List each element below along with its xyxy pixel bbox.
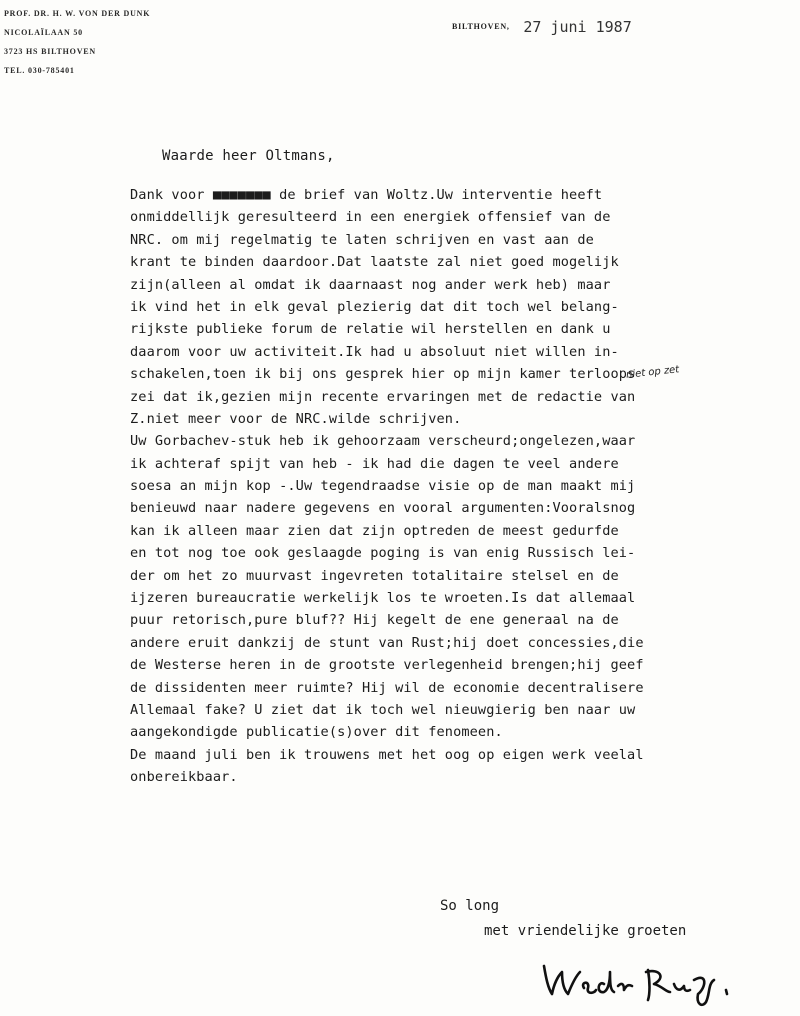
dateline-place: BILTHOVEN,	[452, 22, 510, 31]
salutation: Waarde heer Oltmans,	[162, 148, 335, 164]
handwritten-annotation: niet op zet	[625, 364, 680, 381]
body-line: aangekondigde publicatie(s)over dit fenomeen.	[130, 724, 503, 741]
body-line: de dissidenten meer ruimte? Hij wil de economie decentralisere	[130, 679, 644, 696]
body-line: kan ik alleen maar zien dat zijn optreden de meest gedurfde	[130, 522, 619, 539]
body-line: de Westerse heren in de grootste verlegenheid brengen;hij geef	[130, 657, 644, 674]
body-line: De maand juli ben ik trouwens met het oog op eigen werk veelal	[130, 746, 644, 763]
body-line: onbereikbaar.	[130, 769, 238, 786]
letter-body	[130, 184, 790, 789]
body-line: en tot nog toe ook geslaagde poging is van enig Russisch lei-	[130, 545, 636, 562]
body-line: zei dat ik,gezien mijn recente ervaringen met de redactie van	[130, 388, 636, 405]
letterhead-phone: TEL. 030-785401	[4, 66, 75, 75]
body-line: ik vind het in elk geval plezierig dat dit toch wel belang-	[130, 298, 619, 315]
body-line: daarom voor uw activiteit.Ik had u absoluut niet willen in-	[130, 343, 619, 360]
body-line: der om het zo muurvast ingevreten totalitaire stelsel en de	[130, 567, 619, 584]
body-line: benieuwd naar nadere gegevens en vooral argumenten:Vooralsnog	[130, 500, 636, 517]
body-line: andere eruit dankzij de stunt van Rust;hij doet concessies,die	[130, 634, 644, 651]
body-line: NRC. om mij regelmatig te laten schrijven en vast aan de	[130, 231, 594, 248]
body-line: onmiddellijk geresulteerd in een energiek offensief van de	[130, 209, 611, 226]
letterhead-street: NICOLAÏLAAN 50	[4, 28, 83, 37]
body-line: zijn(alleen al omdat ik daarnaast nog ander werk heb) maar	[130, 276, 611, 293]
body-line: ik achteraf spijt van heb - ik had die dagen te veel andere	[130, 455, 619, 472]
body-line: ijzeren bureaucratie werkelijk los te wroeten.Is dat allemaal	[130, 590, 636, 607]
body-line: Allemaal fake? U ziet dat ik toch wel nieuwgierig ben naar uw	[130, 701, 636, 718]
letterhead-postcode-city: 3723 HS BILTHOVEN	[4, 47, 96, 56]
signature-icon	[538, 954, 748, 1012]
body-line: soesa an mijn kop -.Uw tegendraadse visie op de man maakt mij	[130, 478, 636, 495]
letterhead	[4, 4, 150, 80]
body-line: schakelen,toen ik bij ons gesprek hier op mijn kamer terloops	[130, 366, 636, 383]
body-line: Dank voor ■■■■■■■ de brief van Woltz.Uw interventie heeft	[130, 187, 603, 203]
body-line: krant te binden daardoor.Dat laatste zal niet goed mogelijk	[130, 254, 619, 271]
body-line: puur retorisch,pure bluf?? Hij kegelt de ene generaal na de	[130, 612, 619, 629]
dateline	[452, 16, 632, 36]
body-line: Uw Gorbachev-stuk heb ik gehoorzaam verscheurd;ongelezen,waar	[130, 433, 636, 450]
body-line: Z.niet meer voor de NRC.wilde schrijven.	[130, 410, 462, 427]
letterhead-name: PROF. DR. H. W. VON DER DUNK	[4, 9, 151, 18]
closing-so-long: So long	[440, 898, 500, 914]
dateline-date: 27 juni 1987	[523, 17, 632, 36]
body-line: rijkste publieke forum de relatie wil herstellen en dank u	[130, 321, 611, 338]
closing-regards: met vriendelijke groeten	[484, 923, 687, 939]
